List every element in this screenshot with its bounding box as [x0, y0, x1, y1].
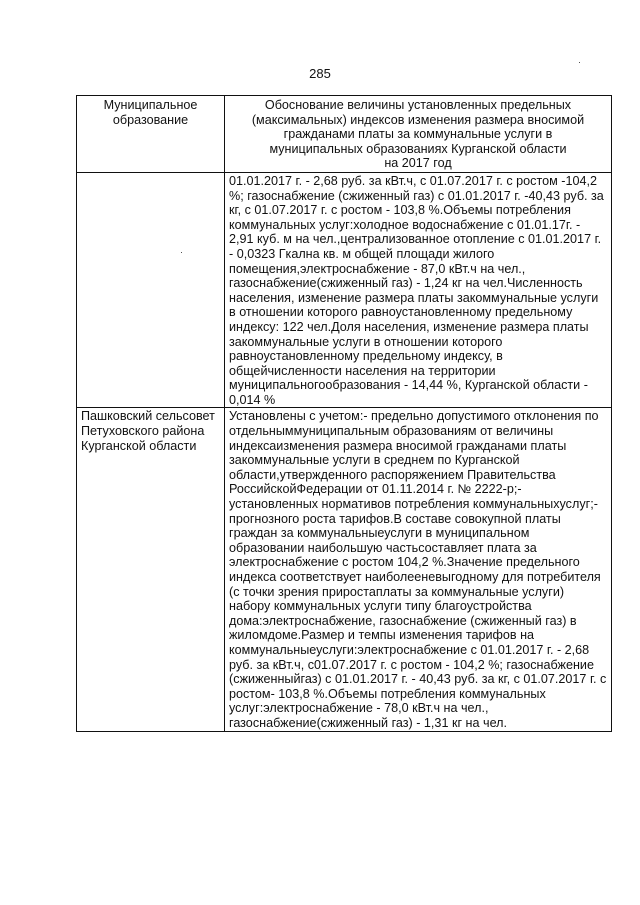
text-line: изменения размера вносимой гражданами платы за — [229, 438, 567, 468]
text-line: холодное водоснабжение с 01.01.17г. - 2,91 куб. м на чел., — [229, 217, 581, 247]
text-line: установленному предельному индексу: 122 чел. — [229, 305, 573, 334]
text-line: муниципальным образованиям от величины индекса — [229, 424, 554, 453]
text-line: Значение предельного индекса соответствует наиболее — [229, 555, 580, 584]
text-line: - прогнозного роста тарифов. — [229, 497, 598, 526]
text-line: (сжиженный газ) - 1,31 кг на чел. — [316, 715, 507, 730]
text-line: невыгодному для потребителя (с точки зрения прироста — [229, 570, 601, 599]
text-line: Петуховского района — [81, 424, 205, 439]
text-line: 104,2 %; газоснабжение (сжиженный газ) с 01.01.2017 г. - — [229, 173, 597, 203]
text-line: платы за коммунальные услуги) набору коммунальных услуг — [229, 584, 565, 614]
text-line: гражданами платы за коммунальные услуги в — [283, 127, 553, 142]
text-line: услуг; — [559, 497, 594, 512]
text-line: Объемы потребления коммунальных услуг: — [229, 686, 546, 716]
table-header-row — [77, 96, 612, 173]
text-line: Доля населения, изменение размера платы за — [229, 319, 589, 349]
text-line: на 2017 год — [384, 156, 452, 171]
justification-cell — [225, 172, 612, 408]
header-municipality-text — [81, 98, 220, 127]
text-line: утвержденного распоряжением Правительства Российской — [229, 467, 556, 497]
text-line: электроснабжение с 01.01.2017 г. - 2,68 руб. за кВт.ч, с — [229, 642, 590, 672]
justification-table — [76, 95, 612, 732]
justification-cell — [225, 408, 612, 731]
text-line: услуги в муниципальном образовании наибольшую часть — [229, 526, 530, 555]
text-line: 40,43 руб. за кг, с 01.07.2017 г. с ростом - 103,8 %. — [229, 188, 604, 218]
text-line: электроснабжение - 87,0 кВт.ч на чел., газоснабжение — [229, 261, 526, 291]
text-line: - предельно допустимого отклонения по отдельным — [229, 409, 599, 439]
text-line: (максимальных) индексов изменения размера вносимой — [251, 112, 585, 127]
text-line: - 103,8 %. — [270, 686, 328, 701]
text-line: Федерации от 01.11.2014 г. № 2222-р; — [296, 482, 518, 497]
text-line: образование — [112, 112, 189, 127]
text-line: Численность населения, изменение размера платы за — [229, 276, 583, 305]
text-line: численности населения на территории муниципального — [229, 363, 496, 393]
text-line: Пашковский сельсовет — [81, 409, 215, 424]
text-line: Установлены с учетом: — [229, 409, 364, 424]
text-line: (сжиженный газ) - 1,24 кг на чел. — [316, 276, 507, 291]
text-line: установленному предельному индексу, в общей — [229, 349, 503, 378]
text-line: на кв. м общей площади жилого помещения, — [229, 246, 495, 276]
table-row — [77, 172, 612, 408]
text-line: коммунальные услуги в отношении которого равно — [229, 290, 599, 320]
text-line: коммунальные услуги в отношении которого равно — [229, 334, 503, 364]
text-line: газ) с 01.01.2017 г. - 40,43 руб. за кг, с 01.07.2017 г. с ростом — [229, 672, 607, 701]
text-line: коммунальные услуги в среднем по Курганской области, — [229, 453, 520, 482]
text-line: составляет плата за электроснабжение с ростом 104,2 %. — [229, 540, 537, 570]
text-line: 01.07.2017 г. с ростом - 104,2 %; газоснабжение (сжиженный — [229, 657, 594, 687]
text-line: Объемы потребления коммунальных услуг: — [229, 203, 571, 232]
municipality-cell — [77, 172, 225, 408]
scan-speck: · — [578, 57, 581, 67]
text-line: - установленных нормативов потребления коммунальных — [229, 482, 560, 512]
text-line: Обоснование величины установленных предельных — [264, 98, 572, 112]
text-line: В составе совокупной платы граждан за коммунальные — [229, 511, 561, 541]
municipality-cell — [77, 408, 225, 731]
text-line: Муниципальное — [103, 98, 198, 112]
text-line: Размер и темпы изменения тарифов на коммунальные — [229, 628, 535, 657]
text-line: образования - 14,44 %, Курганской области - 0,014 % — [229, 378, 588, 407]
text-line: 01.01.2017 г. - 2,68 руб. за кВт.ч, с 01.07.2017 г. с ростом - — [229, 173, 566, 188]
text-line: централизованное отопление с 01.01.2017 г. - 0,0323 Гкал — [229, 232, 602, 261]
header-justification — [225, 96, 612, 173]
text-line: услуги: — [316, 642, 358, 657]
text-line: электроснабжение, газоснабжение (сжиженный газ) в жилом — [229, 613, 577, 643]
page-number: 285 — [309, 66, 331, 81]
text-line: доме. — [267, 628, 302, 643]
header-justification-text — [229, 98, 607, 171]
text-line: и типу благоустройства дома: — [229, 599, 532, 628]
table-row — [77, 408, 612, 731]
text-line: электроснабжение - 78,0 кВт.ч на чел., газоснабжение — [229, 701, 489, 730]
header-municipality — [77, 96, 225, 173]
text-line: Курганской области — [81, 438, 197, 453]
scan-speck: · — [180, 247, 183, 257]
text-line: муниципальных образованиях Курганской области — [269, 141, 567, 156]
